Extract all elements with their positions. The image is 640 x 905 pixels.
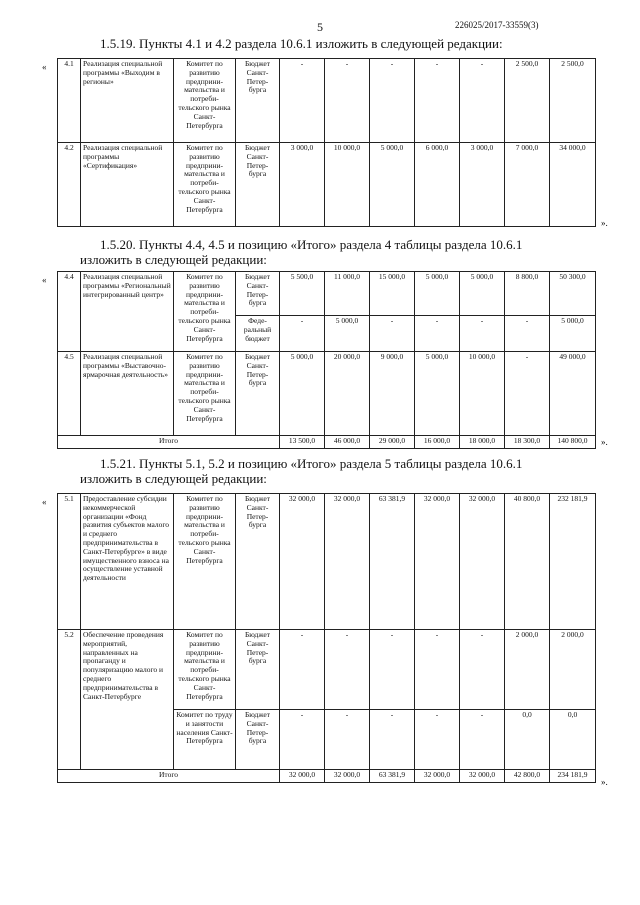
quote-open: «: [42, 62, 47, 72]
measure-name: Реализация специальной программы «Выставочно-ярмарочная деятельность»: [81, 352, 174, 436]
intro-line: 1.5.21. Пункты 5.1, 5.2 и позицию «Итого» раздела 5 таблицы раздела 10.6.1: [100, 456, 523, 471]
total-row: [58, 770, 596, 783]
quote-close: ».: [601, 437, 608, 447]
value-cell: -: [280, 710, 325, 770]
table-s2: [57, 271, 596, 449]
total-cell: 63 381,9: [370, 770, 415, 783]
executor: Комитет по развитию предприни-мательства и потреби-тельского рынка Санкт-Петербурга: [174, 494, 236, 630]
value-cell: -: [505, 352, 550, 436]
value-cell: 34 000,0: [550, 143, 596, 227]
value-cell: 0,0: [550, 710, 596, 770]
executor: Комитет по развитию предприни-мательства и потреби-тельского рынка Санкт-Петербурга: [174, 352, 236, 436]
value-cell: -: [415, 710, 460, 770]
value-cell: -: [280, 630, 325, 710]
total-cell: 140 800,0: [550, 436, 596, 449]
quote-open: «: [42, 497, 47, 507]
value-cell: 15 000,0: [370, 272, 415, 316]
row-number: 4.4: [58, 272, 81, 352]
value-cell: 5 000,0: [415, 352, 460, 436]
value-cell: -: [370, 316, 415, 352]
table-row: [58, 630, 596, 710]
value-cell: -: [370, 630, 415, 710]
table-s3: [57, 493, 596, 783]
funding-source: Бюджет Санкт-Петер-бурга: [236, 494, 280, 630]
measure-name: Реализация специальной программы «Региональный интегрированный центр»: [81, 272, 174, 352]
total-cell: 32 000,0: [415, 770, 460, 783]
value-cell: 3 000,0: [280, 143, 325, 227]
page-number: 5: [317, 20, 323, 34]
total-cell: 18 300,0: [505, 436, 550, 449]
section-intro-1-5-19: 1.5.19. Пункты 4.1 и 4.2 раздела 10.6.1 изложить в следующей редакции:: [100, 36, 503, 51]
value-cell: -: [325, 630, 370, 710]
measure-name: Обеспечение проведения мероприятий, направленных на пропаганду и популяризацию малого и среднего предпринимательства в Санкт-Петербурге: [81, 630, 174, 770]
executor: Комитет по развитию предприни-мательства и потреби-тельского рынка Санкт-Петербурга: [174, 630, 236, 710]
measure-name: Предоставление субсидии некоммерческой организации «Фонд развития субъектов малого и среднего предпринимательства в Санкт-Петербурге» в виде имущественного взноса на осуществление уставной деятельности: [81, 494, 174, 630]
intro-line: изложить в следующей редакции:: [80, 252, 267, 267]
table-s1: [57, 58, 596, 227]
row-number: 4.1: [58, 59, 81, 143]
funding-source: Бюджет Санкт-Петер-бурга: [236, 272, 280, 316]
value-cell: 5 000,0: [415, 272, 460, 316]
table-row: [58, 143, 596, 227]
value-cell: 49 000,0: [550, 352, 596, 436]
value-cell: 32 000,0: [280, 494, 325, 630]
row-number: 5.2: [58, 630, 81, 770]
value-cell: -: [460, 630, 505, 710]
value-cell: 9 000,0: [370, 352, 415, 436]
value-cell: 32 000,0: [415, 494, 460, 630]
total-cell: 42 800,0: [505, 770, 550, 783]
funding-source: Бюджет Санкт-Петер-бурга: [236, 143, 280, 227]
section-intro-1-5-21: [80, 456, 595, 486]
value-cell: 232 181,9: [550, 494, 596, 630]
value-cell: 6 000,0: [415, 143, 460, 227]
value-cell: 5 500,0: [280, 272, 325, 316]
value-cell: 10 000,0: [460, 352, 505, 436]
value-cell: -: [415, 59, 460, 143]
value-cell: 20 000,0: [325, 352, 370, 436]
total-cell: 16 000,0: [415, 436, 460, 449]
total-label: Итого: [58, 436, 280, 449]
row-number: 5.1: [58, 494, 81, 630]
value-cell: 2 500,0: [550, 59, 596, 143]
table-row: [58, 272, 596, 316]
value-cell: -: [280, 316, 325, 352]
value-cell: -: [325, 59, 370, 143]
value-cell: -: [415, 316, 460, 352]
value-cell: 5 000,0: [280, 352, 325, 436]
total-cell: 32 000,0: [325, 770, 370, 783]
value-cell: -: [280, 59, 325, 143]
value-cell: 0,0: [505, 710, 550, 770]
value-cell: 2 500,0: [505, 59, 550, 143]
funding-source: Бюджет Санкт-Петер-бурга: [236, 630, 280, 710]
total-cell: 29 000,0: [370, 436, 415, 449]
value-cell: -: [505, 316, 550, 352]
value-cell: 5 000,0: [370, 143, 415, 227]
value-cell: 7 000,0: [505, 143, 550, 227]
value-cell: 5 000,0: [460, 272, 505, 316]
value-cell: 40 800,0: [505, 494, 550, 630]
executor: Комитет по труду и занятости населения Санкт-Петербурга: [174, 710, 236, 770]
value-cell: -: [460, 710, 505, 770]
section-intro-1-5-20: [80, 237, 595, 267]
value-cell: -: [370, 710, 415, 770]
funding-source: Бюджет Санкт-Петер-бурга: [236, 710, 280, 770]
measure-name: Реализация специальной программы «Выходим в регионы»: [81, 59, 174, 143]
value-cell: 8 800,0: [505, 272, 550, 316]
measure-name: Реализация специальной программы «Сертификация»: [81, 143, 174, 227]
total-cell: 46 000,0: [325, 436, 370, 449]
funding-source: Бюджет Санкт-Петер-бурга: [236, 352, 280, 436]
funding-source: Бюджет Санкт-Петер-бурга: [236, 59, 280, 143]
value-cell: 2 000,0: [550, 630, 596, 710]
value-cell: 2 000,0: [505, 630, 550, 710]
executor: Комитет по развитию предприни-мательства и потреби-тельского рынка Санкт-Петербурга: [174, 59, 236, 143]
funding-source: Феде-ральный бюджет: [236, 316, 280, 352]
quote-close: ».: [601, 777, 608, 787]
intro-line: изложить в следующей редакции:: [80, 471, 267, 486]
table-row: [58, 352, 596, 436]
total-cell: 13 500,0: [280, 436, 325, 449]
document-number: 226025/2017-33559(3): [455, 20, 539, 30]
value-cell: 11 000,0: [325, 272, 370, 316]
value-cell: 10 000,0: [325, 143, 370, 227]
value-cell: 63 381,9: [370, 494, 415, 630]
table-row: [58, 494, 596, 630]
quote-open: «: [42, 275, 47, 285]
total-cell: 234 181,9: [550, 770, 596, 783]
total-label: Итого: [58, 770, 280, 783]
row-number: 4.5: [58, 352, 81, 436]
value-cell: 5 000,0: [325, 316, 370, 352]
value-cell: -: [325, 710, 370, 770]
executor: Комитет по развитию предприни-мательства и потреби-тельского рынка Санкт-Петербурга: [174, 143, 236, 227]
intro-line: 1.5.20. Пункты 4.4, 4.5 и позицию «Итого» раздела 4 таблицы раздела 10.6.1: [100, 237, 523, 252]
executor: Комитет по развитию предприни-мательства и потреби-тельского рынка Санкт-Петербурга: [174, 272, 236, 352]
total-cell: 32 000,0: [280, 770, 325, 783]
value-cell: 50 300,0: [550, 272, 596, 316]
value-cell: 32 000,0: [460, 494, 505, 630]
table-row: [58, 59, 596, 143]
row-number: 4.2: [58, 143, 81, 227]
quote-close: ».: [601, 218, 608, 228]
value-cell: 3 000,0: [460, 143, 505, 227]
value-cell: -: [460, 59, 505, 143]
total-cell: 18 000,0: [460, 436, 505, 449]
value-cell: -: [370, 59, 415, 143]
value-cell: -: [415, 630, 460, 710]
value-cell: -: [460, 316, 505, 352]
value-cell: 32 000,0: [325, 494, 370, 630]
total-row: [58, 436, 596, 449]
value-cell: 5 000,0: [550, 316, 596, 352]
total-cell: 32 000,0: [460, 770, 505, 783]
